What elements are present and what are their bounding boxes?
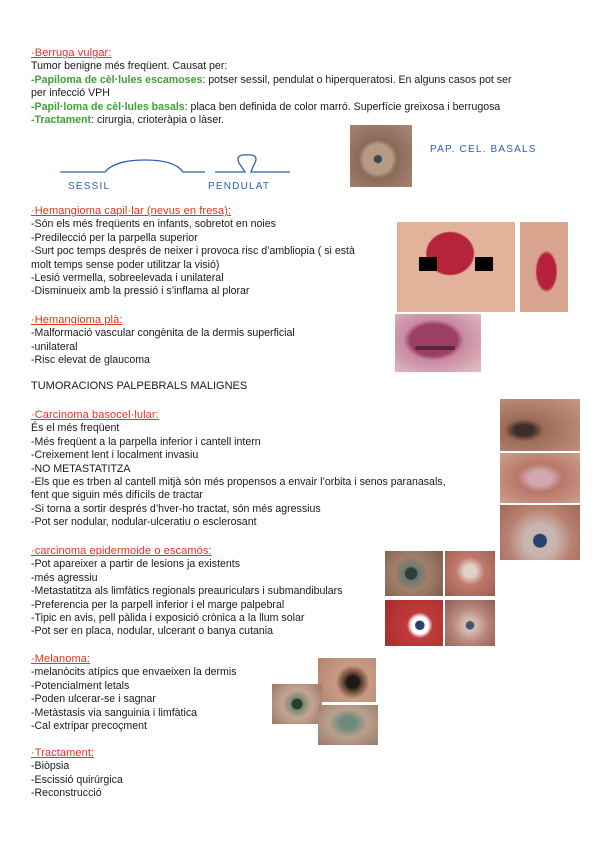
sketch-sessil-label: SESSIL [68,181,111,192]
list-item: -Pot ser en placa, nodular, ulcerant o banya cutania [31,625,274,638]
carcinoma-basocel-title: ·Carcinoma basocel·lular: [31,409,159,421]
list-item: -Si torna a sortir després d’hver-ho tractat, són més agressius [31,502,321,515]
papiloma-basals-text: : placa ben definida de color marró. Superfície greixosa i berrugosa [184,100,501,113]
hemangioma-pla-title: ·Hemangioma plà: [31,314,123,326]
melanoma-title: ·Melanoma: [31,653,91,665]
list-item: -Surt poc temps després de neixer i provoca risc d’ambliopia ( si està [31,245,355,258]
hemangioma-pla-photo [395,314,481,372]
list-item: -Els que es trben al cantell mitjà són més propensos a envair l’orbita i senos paranasals, [31,476,446,489]
papiloma-escamoses-text: : potser sessil, pendulat o hiperqueratosi. En alguns casos pot ser [202,73,512,86]
epid-photo-1 [385,551,443,596]
melanoma-photo-1 [318,658,376,702]
list-item: -Preferencia per la parpell inferior i el marge palpebral [31,598,285,611]
berruga-intro: Tumor benigne més freqüent. Causat per: [31,60,228,73]
malignes-heading [31,380,247,393]
list-item: -Pot apareixer a partir de lesions ja existents [31,558,241,571]
list-item: -Són els més freqüents en infants, sobretot en noies [31,218,276,231]
list-item: -Metastatitza als limfàtics regionals preauriculars i submandibulars [31,585,343,598]
sessil-sketch [60,160,205,172]
basocel-photo-1 [500,399,580,451]
carcinoma-basocel-section [31,409,501,530]
hemangioma-capillar-title: ·Hemangioma capil·lar (nevus en fresa): [31,205,232,217]
list-item: -Metàstasis via sanguinia i limfàtica [31,706,198,719]
berruga-section [31,47,571,127]
basocel-photo-2 [500,453,580,503]
list-item: -Pot ser nodular, nodular-ulceratiu o esclerosant [31,516,257,529]
list-item: -Reconstrucció [31,787,102,800]
sketch-pendulat-label: PENDULAT [208,181,271,192]
sketch-pap-basal-label: PAP. CEL. BASALS [430,144,537,155]
epid-photo-4 [445,600,495,646]
list-item: -Més freqüent a la parpella inferior i cantell intern [31,435,261,448]
list-item: molt temps sense poder utilitzar la visió) [31,258,220,271]
papiloma-basals-label: -Papil·loma de cèl·lules basals [31,100,185,113]
hemangioma-child-photo [397,222,515,312]
list-item: -Risc elevat de glaucoma [31,354,150,367]
list-item: És el més freqüent [31,422,120,435]
papiloma-basals [31,101,571,114]
melanoma-photo-3 [318,705,378,745]
hemangioma-pla-section [31,314,391,368]
pendulat-sketch [215,155,290,172]
papiloma-escamoses-text2: per infecció VPH [31,87,110,100]
papiloma-escamoses [31,74,571,87]
list-item: -Predilecció per la parpella superior [31,231,198,244]
tractament-section [31,747,271,801]
berruga-tractament [31,114,571,127]
epid-photo-3 [385,600,443,646]
tractament-title: ·Tractament: [31,747,95,759]
berruga-tractament-label: -Tractament [31,114,92,127]
list-item: -Biòpsia [31,760,70,773]
papilloma-basal-photo [350,125,412,187]
carcinoma-epid-section [31,545,401,639]
list-item: -NO METASTATITZA [31,462,131,475]
melanoma-photo-2 [272,684,322,724]
list-item: -Cal extripar precoçment [31,720,147,733]
list-item: -Lesió vermella, sobreelevada i unilateral [31,272,224,285]
carcinoma-epid-title: ·carcinoma epidermoide o escamós: [31,545,212,557]
section-heading: TUMORACIONS PALPEBRALS MALIGNES [31,380,248,392]
melanoma-section [31,653,291,733]
list-item: fent que siguin més difícils de tractar [31,489,203,502]
list-item: -melanòcits atípics que envaeixen la dermis [31,666,237,679]
berruga-title: ·Berruga vulgar: [31,47,112,59]
list-item: -més agressiu [31,571,98,584]
epid-photo-2 [445,551,495,596]
list-item: -unilateral [31,340,78,353]
berruga-tractament-text: : cirurgia, crioteràpia o làser. [91,114,225,127]
list-item: -Creixement lent i localment invasiu [31,449,199,462]
list-item: -Poden ulcerar-se i sagnar [31,693,156,706]
list-item: -Tipic en avis, pell pàlida i exposició crònica a la llum solar [31,612,305,625]
list-item: -Malformació vascular congènita de la dermis superficial [31,327,295,340]
basocel-photo-3 [500,505,580,560]
hemangioma-profile-photo [520,222,568,312]
list-item: -Potencialment letals [31,679,130,692]
list-item: -Escissió quirúrgica [31,773,123,786]
list-item: -Disminueix amb la pressió i s’inflama al plorar [31,285,250,298]
hemangioma-capillar-section [31,205,411,299]
papiloma-escamoses-label: -Papiloma de cèl·lules escamoses [31,73,203,86]
